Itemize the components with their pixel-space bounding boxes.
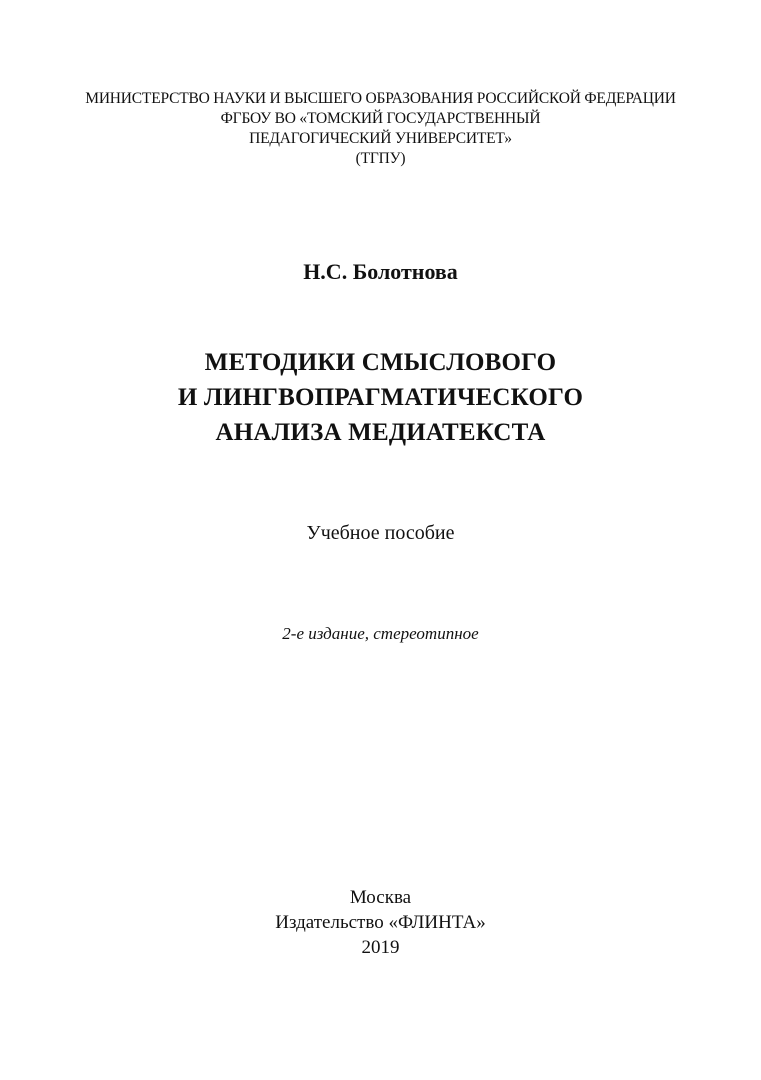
imprint [0, 885, 761, 960]
title-line-1: МЕТОДИКИ СМЫСЛОВОГО [204, 349, 557, 376]
imprint-publisher: Издательство «ФЛИНТА» [275, 912, 486, 933]
edition-note: 2-е издание, стереотипное [282, 624, 479, 643]
imprint-city: Москва [349, 887, 412, 908]
title-line-3: АНАЛИЗА МЕДИАТЕКСТА [215, 419, 546, 446]
university-line-1: ФГБОУ ВО «ТОМСКИЙ ГОСУДАРСТВЕННЫЙ [220, 110, 541, 127]
title-line-2: И ЛИНГВОПРАГМАТИЧЕСКОГО [177, 384, 584, 411]
imprint-year: 2019 [361, 937, 400, 958]
ministry-line: МИНИСТЕРСТВО НАУКИ И ВЫСШЕГО ОБРАЗОВАНИЯ РОССИЙСКОЙ ФЕДЕРАЦИИ [85, 90, 676, 107]
institution-header [0, 89, 761, 169]
book-title [0, 345, 761, 450]
author-name: Н.С. Болотнова [303, 259, 458, 284]
university-line-2: ПЕДАГОГИЧЕСКИЙ УНИВЕРСИТЕТ» [249, 130, 512, 147]
university-abbreviation: (ТГПУ) [355, 150, 406, 167]
book-type: Учебное пособие [306, 522, 455, 544]
